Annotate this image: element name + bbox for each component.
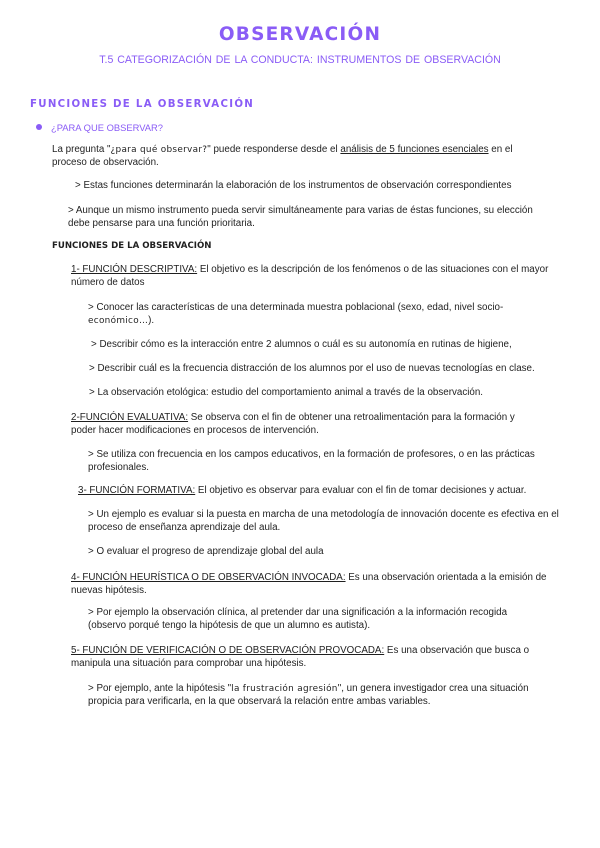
function-1-label: 1- FUNCIÓN DESCRIPTIVA:: [71, 264, 198, 275]
intro-paragraph: [52, 144, 542, 169]
note-1: > Estas funciones determinarán la elaboración de los instrumentos de observación correspondientes: [75, 180, 512, 191]
document-title: OBSERVACIÓN: [218, 24, 382, 45]
example-part-b: la frustración agresión: [231, 684, 338, 694]
function-1-example-4: > La observación etológica: estudio del comportamiento animal a través de la observación.: [89, 387, 484, 398]
function-3-example-2: > O evaluar el progreso de aprendizaje global del aula: [88, 546, 324, 557]
function-2-example-1: > Se utiliza con frecuencia en los campos educativos, en la formación de profesores, o en las prácticas profesionales.: [88, 449, 535, 473]
function-4-text: Es una observación orientada a la emisión de nuevas hipótesis.: [71, 572, 547, 596]
function-4-label: 4- FUNCIÓN HEURÍSTICA O DE OBSERVACIÓN INVOCADA:: [71, 572, 346, 583]
function-2-label: 2-FUNCIÓN EVALUATIVA:: [71, 412, 189, 423]
function-5-example-1: [88, 683, 543, 708]
example-part-a: > Por ejemplo, ante la hipótesis ": [88, 683, 232, 694]
example-text-italic: económico…: [88, 315, 149, 326]
function-2-text: Se observa con el fin de obtener una retroalimentación para la formación y poder hacer modificaciones en procesos de intervención.: [71, 412, 515, 436]
note-2: > Aunque un mismo instrumento pueda servir simultáneamente para varias de éstas funciones, su elección debe pensarse para una función prioritaria.: [68, 205, 533, 229]
function-4-example-1: > Por ejemplo la observación clínica, al pretender dar una significación a la información recogida (observo porqué tengo la hipótesis de que un alumno es autista).: [88, 607, 508, 631]
function-5-label: 5- FUNCIÓN DE VERIFICACIÓN O DE OBSERVACIÓN PROVOCADA:: [71, 645, 385, 656]
document-subtitle: T.5 CATEGORIZACIÓN DE LA CONDUCTA: INSTRUMENTOS DE OBSERVACIÓN: [99, 54, 501, 66]
intro-part3: en el proceso de observación.: [52, 144, 513, 168]
functions-subheading: FUNCIONES DE LA OBSERVACIÓN: [52, 241, 212, 251]
function-1-text: El objetivo es la descripción de los fenómenos o de las situaciones con el mayor número de datos: [71, 264, 549, 288]
intro-underlined-phrase: análisis de 5 funciones esenciales: [340, 144, 489, 155]
bullet-question: [36, 122, 163, 133]
section-heading: FUNCIONES DE LA OBSERVACIÓN: [30, 99, 255, 110]
function-3-text: El objetivo es observar para evaluar con el fin de tomar decisiones y actuar.: [195, 485, 527, 496]
function-5: [71, 645, 543, 670]
intro-part1: La pregunta ": [52, 144, 111, 155]
function-5-text: Es una observación que busca o manipula una situación para comprobar una hipótesis.: [71, 645, 530, 669]
function-2: [71, 412, 541, 437]
function-3: [78, 485, 558, 498]
example-text-end: ).: [148, 314, 155, 326]
bullet-dot-icon: [36, 124, 42, 130]
function-1: [71, 264, 551, 289]
function-3-example-1: > Un ejemplo es evaluar si la puesta en marcha de una metodología de innovación docente es efectiva en el proceso de enseñanza aprendizaje del aula.: [88, 509, 559, 533]
example-part-c: ", un genera investigador crea una situación propicia para verificarla, en la que observará la relación entre ambas variables.: [88, 683, 529, 707]
function-1-example-2: > Describir cómo es la interacción entre 2 alumnos o cuál es su autonomía en rutinas de higiene,: [91, 339, 512, 350]
function-1-example-3: > Describir cuál es la frecuencia distracción de los alumnos por el uso de nuevas tecnologías en clase.: [89, 363, 535, 374]
bullet-question-text: ¿PARA QUE OBSERVAR?: [51, 122, 164, 133]
function-3-label: 3- FUNCIÓN FORMATIVA:: [78, 485, 196, 496]
intro-part2: " puede responderse desde el: [207, 144, 341, 155]
function-1-example-1: [88, 302, 538, 327]
example-text: > Conocer las características de una determinada muestra poblacional (sexo, edad, nivel socio-: [88, 302, 504, 313]
intro-quoted: ¿para qué observar?: [110, 145, 208, 155]
function-4: [71, 572, 551, 597]
